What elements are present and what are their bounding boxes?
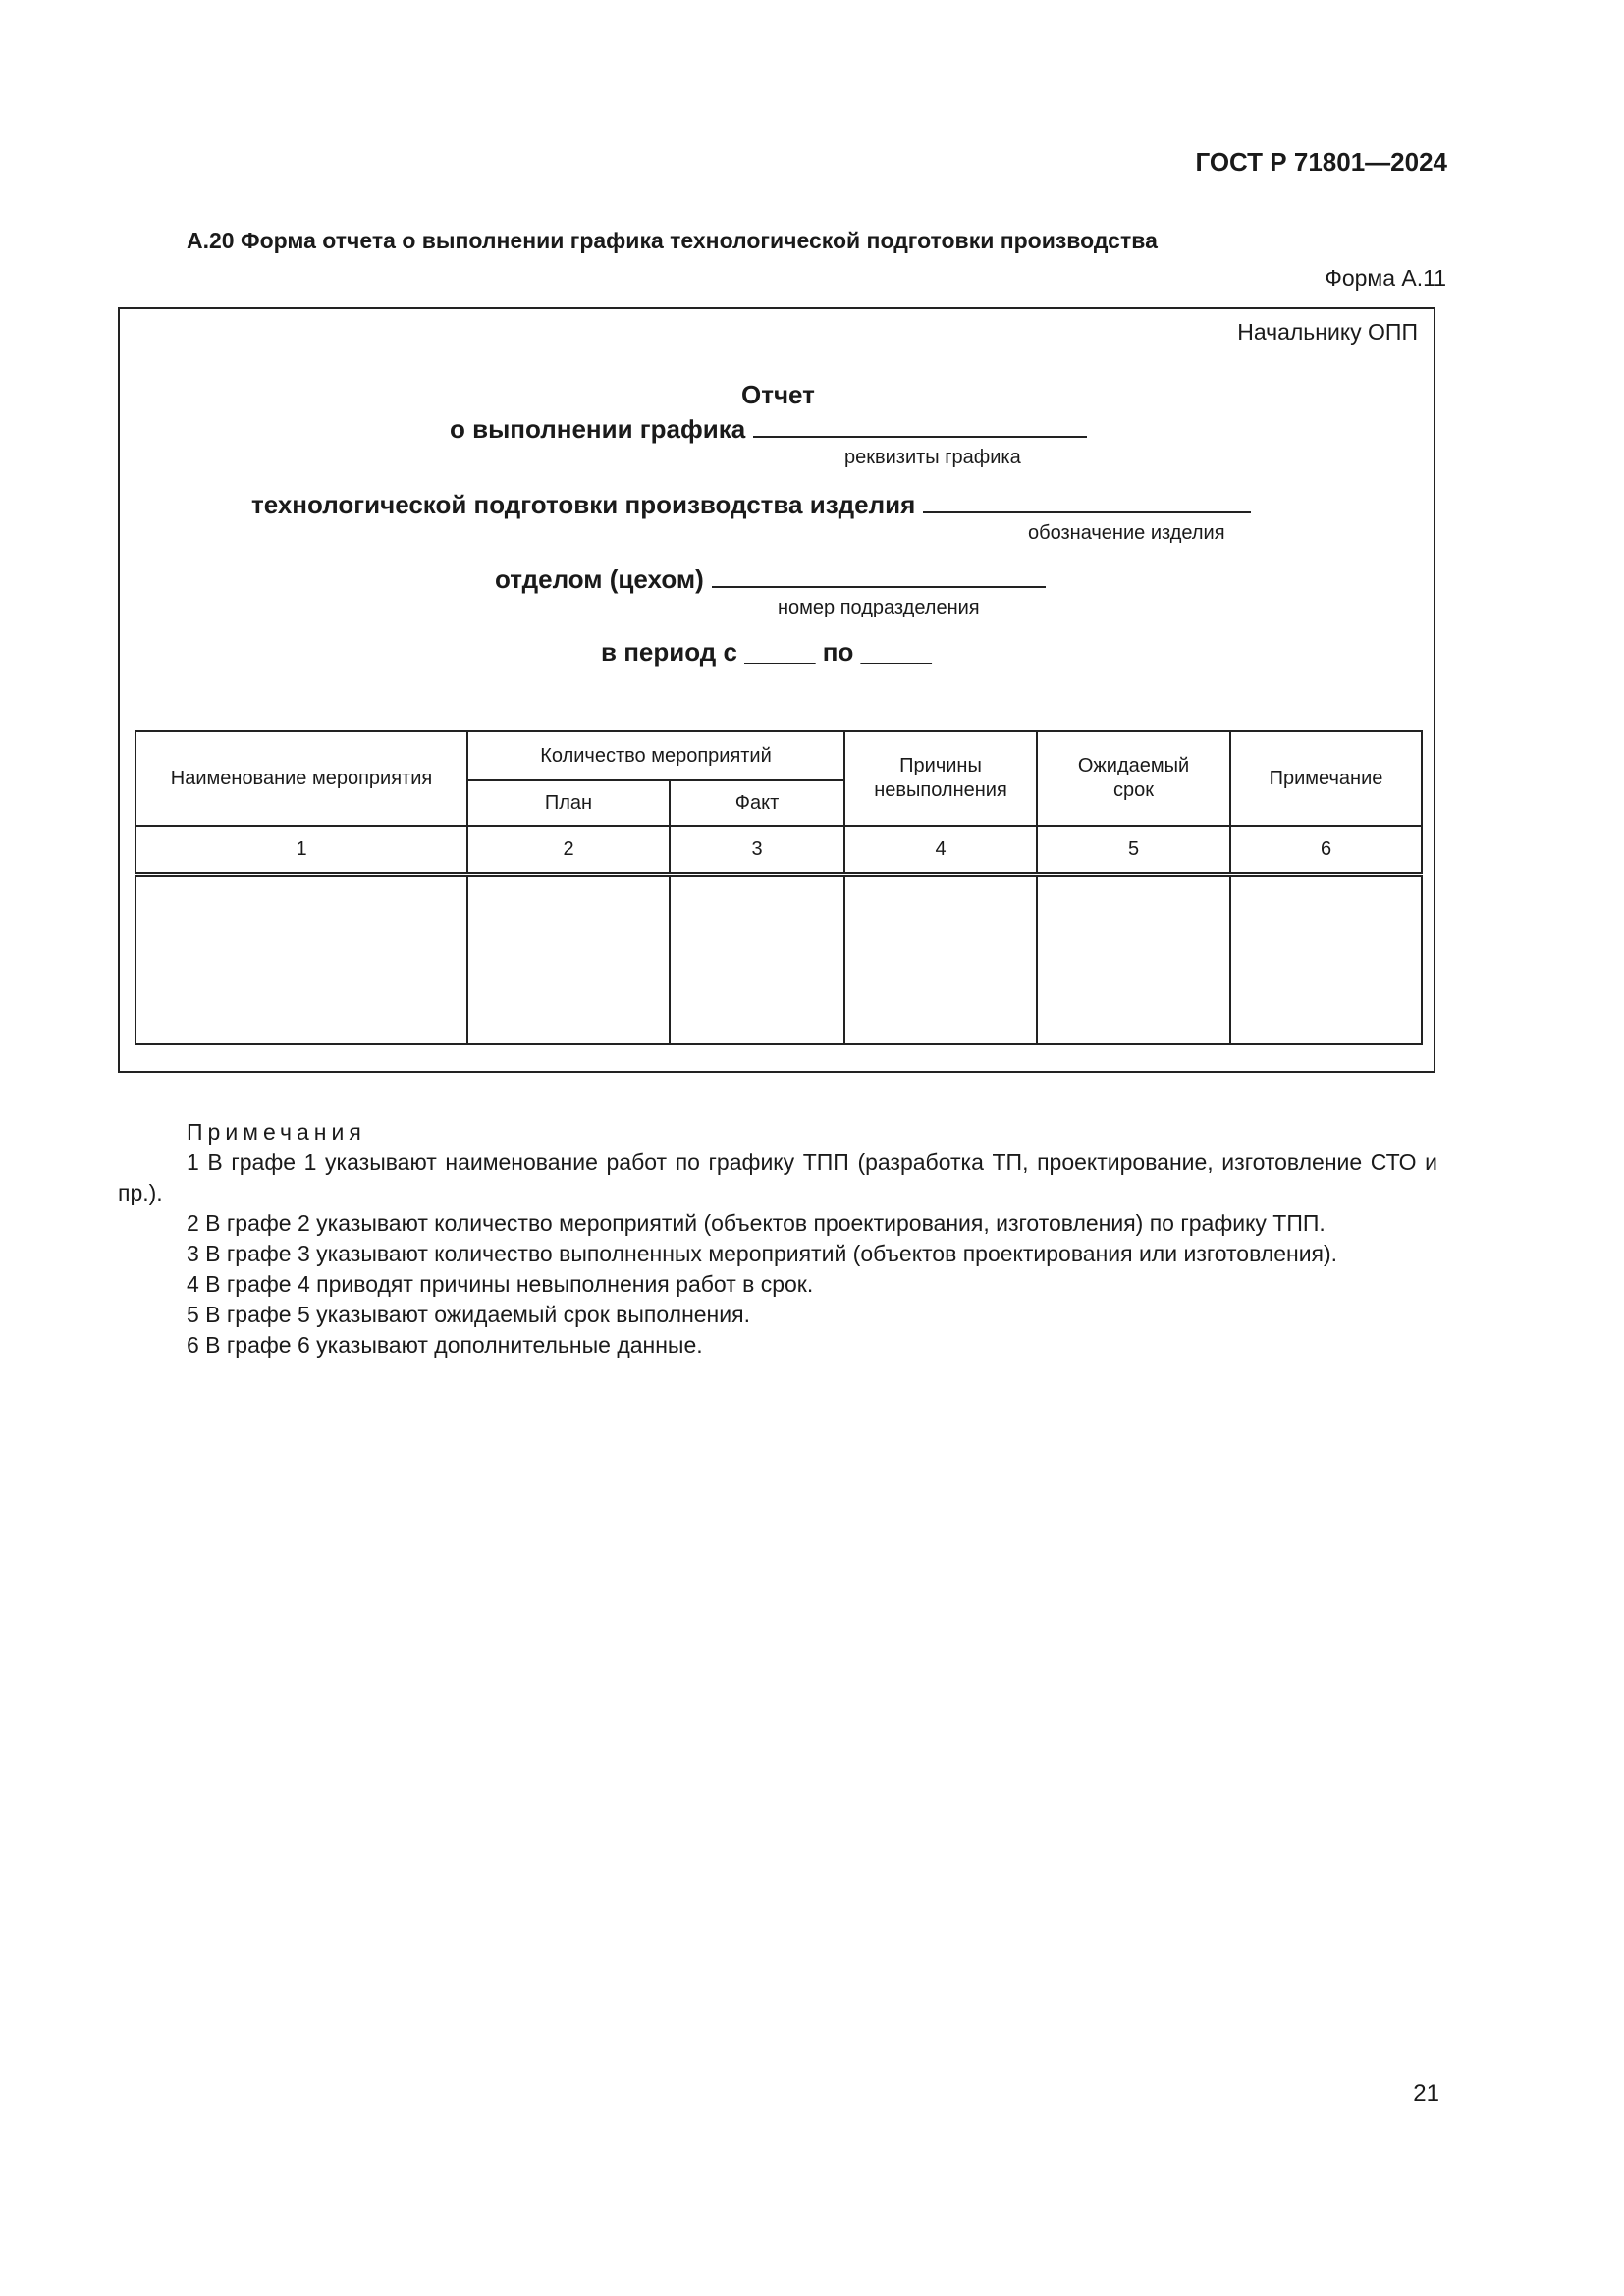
department-number-field[interactable]: [712, 564, 1046, 588]
schedule-line: [450, 414, 1087, 445]
column-number: 4: [844, 826, 1037, 875]
col-header-expected: Ожидаемый срок: [1037, 731, 1230, 826]
table-cell[interactable]: [135, 875, 467, 1045]
report-table: [135, 730, 1423, 1045]
form-label: Форма А.11: [1325, 265, 1446, 291]
product-caption: обозначение изделия: [1028, 522, 1225, 544]
period-line: [601, 637, 932, 667]
table-cell[interactable]: [1230, 875, 1422, 1045]
section-title: А.20 Форма отчета о выполнении графика технологической подготовки производства: [187, 228, 1158, 253]
notes-heading: Примечания: [187, 1119, 366, 1145]
department-line: [495, 564, 1046, 595]
period-from-field[interactable]: _____: [744, 637, 816, 667]
schedule-details-field[interactable]: [753, 414, 1087, 438]
col-header-note: Примечание: [1230, 731, 1422, 826]
product-line: [251, 490, 1251, 520]
department-caption: номер подразделения: [778, 597, 980, 618]
note-item: 5 В графе 5 указывают ожидаемый срок выполнения.: [187, 1302, 750, 1327]
note-item: 2 В графе 2 указывают количество мероприятий (объектов проектирования, изготовления) по графику ТПП.: [187, 1210, 1326, 1236]
report-title: Отчет: [741, 380, 815, 409]
department-label: отделом (цехом): [495, 564, 704, 594]
standard-code: ГОСТ Р 71801—2024: [1195, 147, 1447, 177]
column-number: 5: [1037, 826, 1230, 875]
schedule-caption: реквизиты графика: [844, 447, 1021, 468]
period-mid: по: [822, 637, 854, 667]
table-cell[interactable]: [1037, 875, 1230, 1045]
table-cell[interactable]: [670, 875, 844, 1045]
column-number: 6: [1230, 826, 1422, 875]
col-header-count: Количество мероприятий: [467, 731, 844, 780]
period-to-field[interactable]: _____: [860, 637, 932, 667]
column-number: 1: [135, 826, 467, 875]
addressee: Начальнику ОПП: [1237, 319, 1418, 345]
table-row: [135, 875, 1422, 1045]
note-item: 1 В графе 1 указывают наименование работ по графику ТПП (разработка ТП, проектирование, изготовление СТО и пр.).: [118, 1149, 1437, 1205]
col-header-name: Наименование мероприятия: [135, 731, 467, 826]
product-designation-field[interactable]: [923, 490, 1251, 513]
column-number: 2: [467, 826, 670, 875]
note-item: 3 В графе 3 указывают количество выполненных мероприятий (объектов проектирования или изготовления).: [187, 1241, 1338, 1266]
period-prefix: в период с: [601, 637, 737, 667]
table-cell[interactable]: [467, 875, 670, 1045]
col-header-plan: План: [467, 780, 670, 826]
page-number: 21: [1413, 2080, 1439, 2107]
column-number-row: [135, 826, 1422, 875]
report-form: [118, 307, 1435, 1073]
column-number: 3: [670, 826, 844, 875]
col-header-reasons: Причины невыполнения: [844, 731, 1037, 826]
col-header-fact: Факт: [670, 780, 844, 826]
table-cell[interactable]: [844, 875, 1037, 1045]
notes: [118, 1117, 1437, 1361]
product-label: технологической подготовки производства изделия: [251, 490, 916, 519]
note-item: 6 В графе 6 указывают дополнительные данные.: [187, 1332, 703, 1358]
schedule-label: о выполнении графика: [450, 414, 746, 444]
note-item: 4 В графе 4 приводят причины невыполнения работ в срок.: [187, 1271, 814, 1297]
